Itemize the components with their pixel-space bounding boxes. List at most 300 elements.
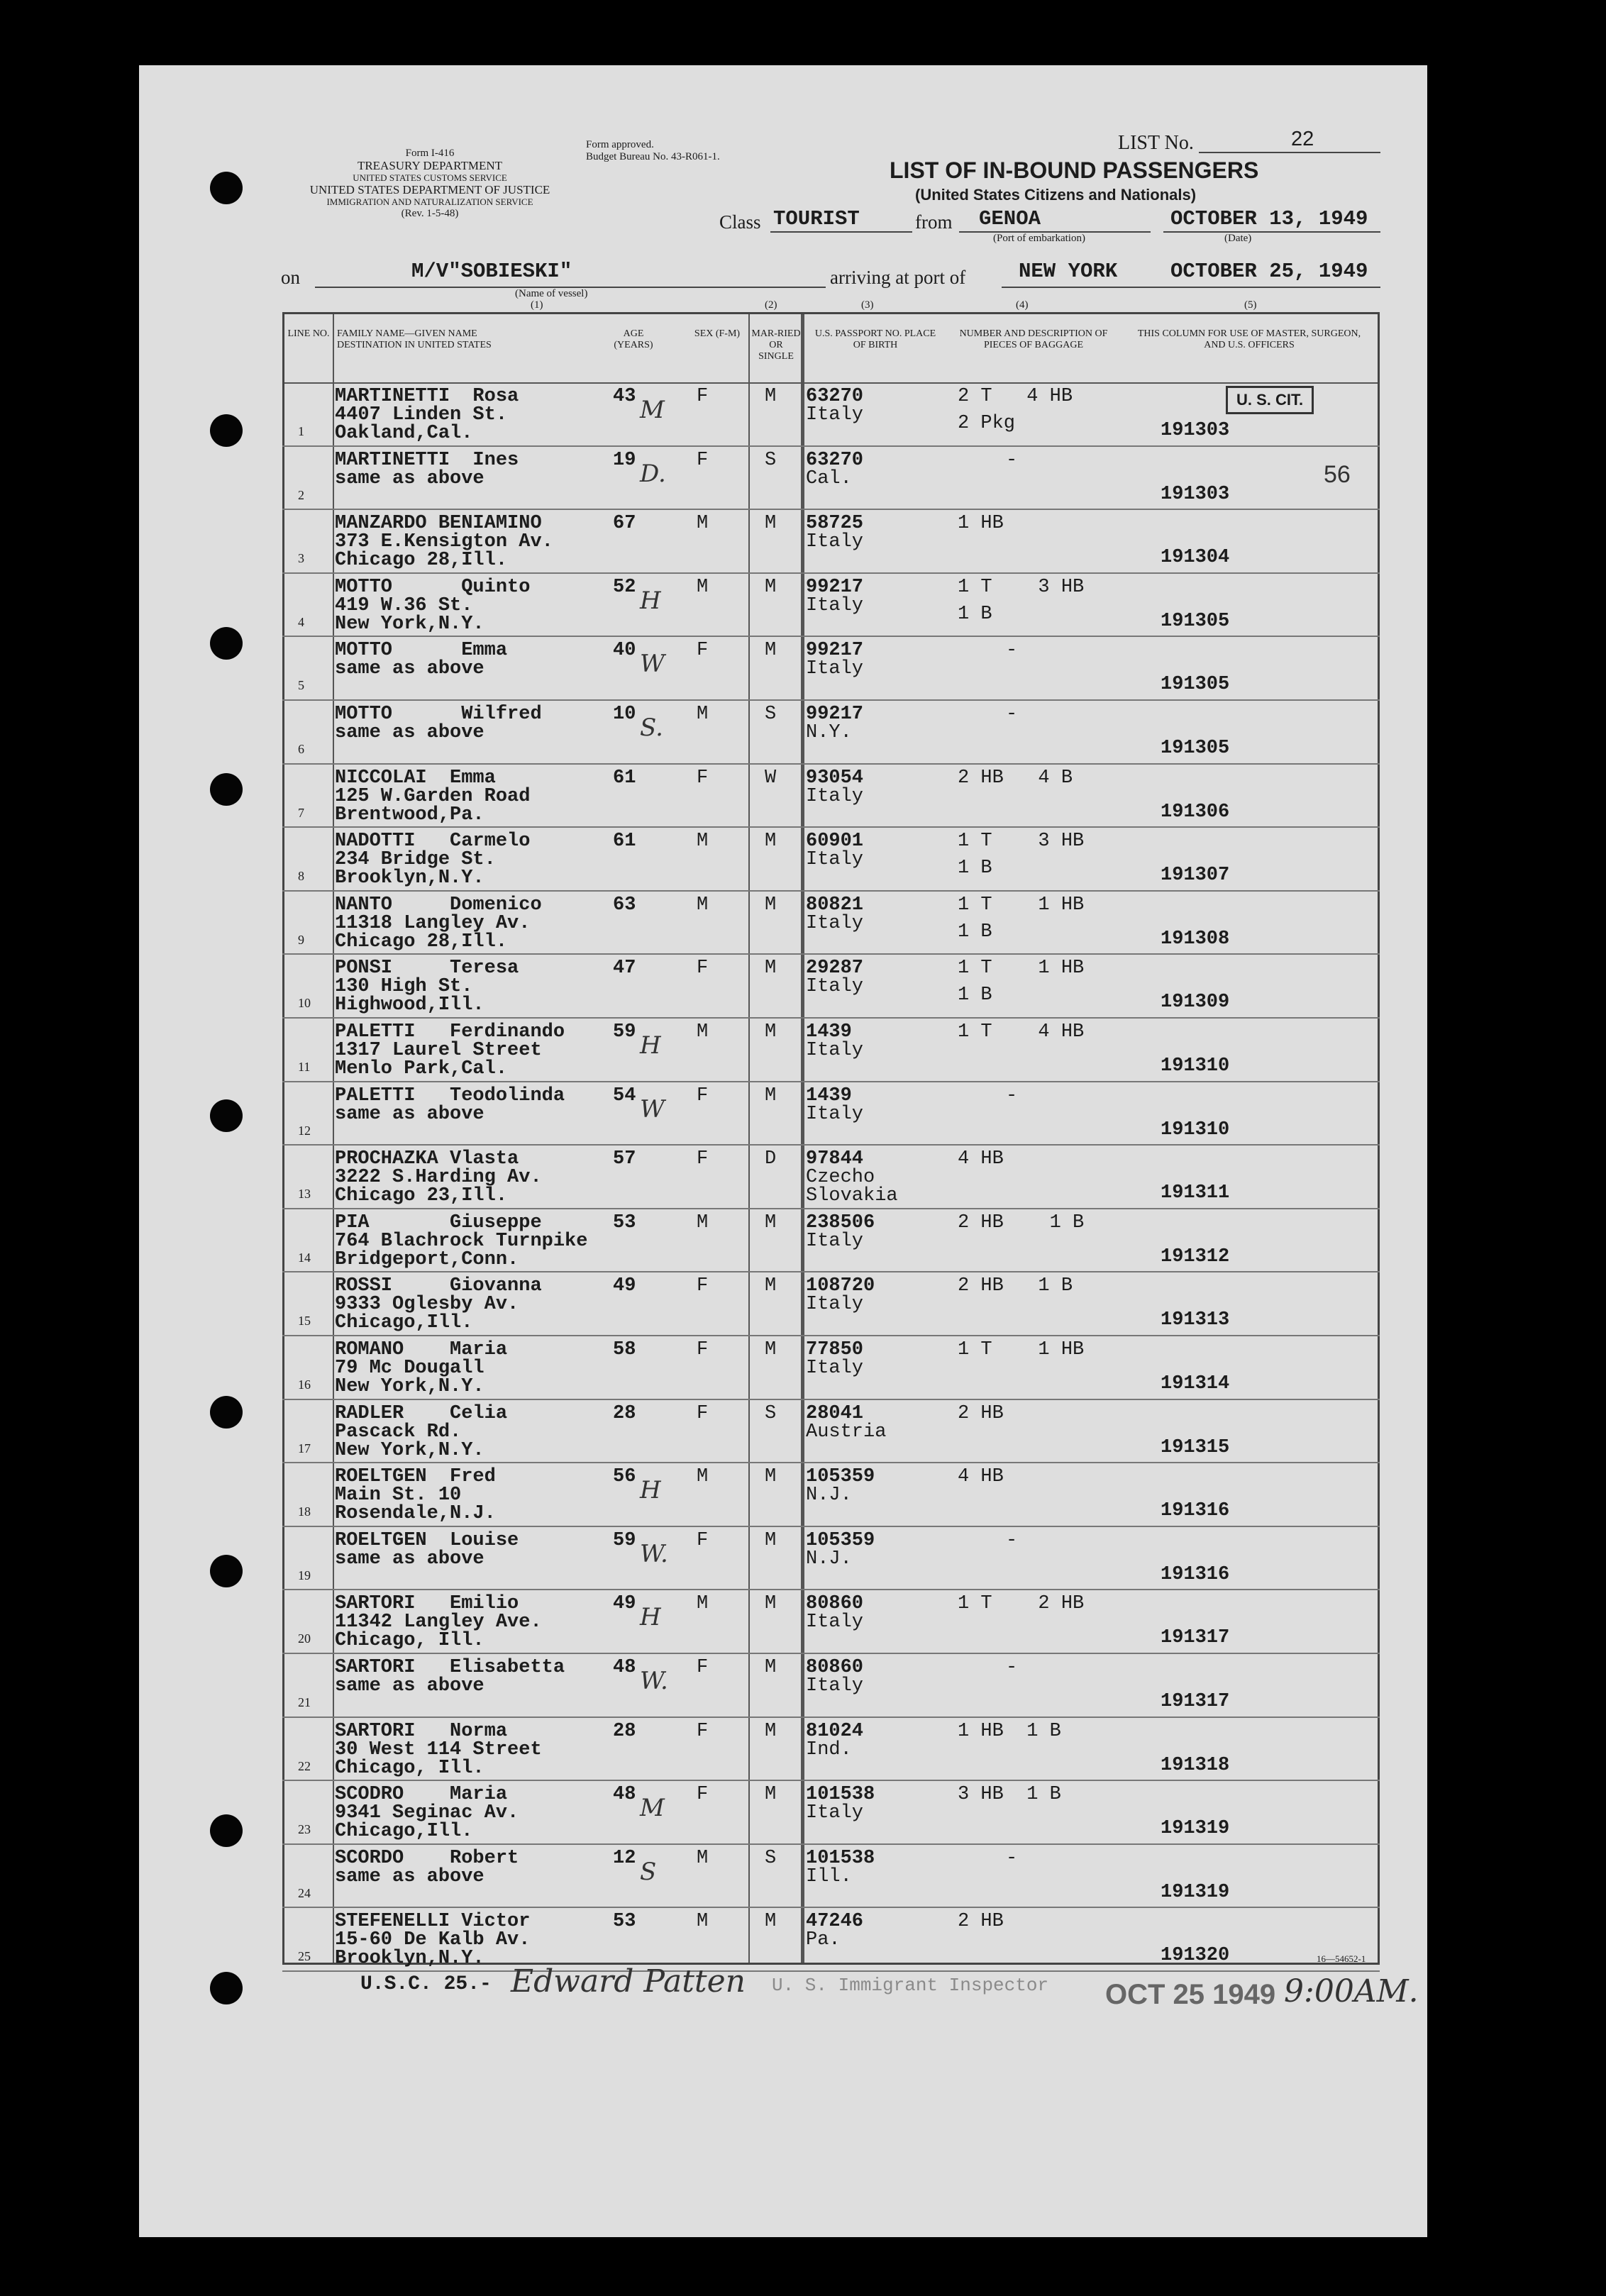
table-row bbox=[282, 1590, 1380, 1654]
table-row bbox=[282, 447, 1380, 511]
arrival-port-underline bbox=[1002, 287, 1380, 288]
marital-status: M bbox=[765, 1784, 777, 1806]
age-value: 47 bbox=[613, 958, 636, 980]
destination-line-1: 125 W.Garden Road bbox=[335, 785, 531, 807]
line-number: 24 bbox=[298, 1885, 311, 1900]
caption-2: (2) bbox=[765, 299, 777, 311]
place-of-birth: Italy bbox=[806, 1358, 864, 1379]
sex-value: M bbox=[697, 704, 709, 725]
passenger-name: MARTINETTI Rosa bbox=[335, 386, 519, 407]
destination-line-1: same as above bbox=[335, 467, 484, 489]
place-of-birth: Italy bbox=[806, 1103, 864, 1125]
baggage-line-1: 1 T 4 HB bbox=[958, 1021, 1085, 1043]
approval-line: Form approved. bbox=[586, 139, 654, 150]
destination-line-1: 130 High St. bbox=[335, 976, 473, 998]
age-value: 52 bbox=[613, 576, 636, 598]
marital-status: M bbox=[765, 1720, 777, 1742]
place-of-birth: Cal. bbox=[806, 467, 852, 489]
line-number: 15 bbox=[298, 1314, 311, 1329]
age-value: 61 bbox=[613, 767, 636, 789]
table-row bbox=[282, 892, 1380, 955]
handwritten-mark: W bbox=[640, 1094, 665, 1124]
baggage-line-1: - bbox=[1006, 704, 1018, 725]
baggage-line-1: 1 T 3 HB bbox=[958, 576, 1085, 598]
passenger-name: PALETTI Ferdinando bbox=[335, 1021, 565, 1043]
line-number: 18 bbox=[298, 1504, 311, 1519]
officer-code: 191316 bbox=[1161, 1500, 1230, 1522]
passport-number: 101538 bbox=[806, 1784, 875, 1806]
passport-number: 29287 bbox=[806, 958, 864, 980]
passenger-name: MARTINETTI Ines bbox=[335, 449, 519, 471]
budget-bureau: Budget Bureau No. 43-R061-1. bbox=[586, 151, 720, 162]
binder-hole bbox=[210, 172, 243, 204]
destination-line-2: Chicago 23,Ill. bbox=[335, 1185, 508, 1207]
binder-hole bbox=[210, 1972, 243, 2004]
place-of-birth: Austria bbox=[806, 1421, 887, 1443]
destination-line-1: 3222 S.Harding Av. bbox=[335, 1167, 542, 1189]
destination-line-1: 4407 Linden St. bbox=[335, 404, 508, 426]
time-stamp: 9:00AM. bbox=[1284, 1973, 1419, 2009]
destination-line-1: 764 Blachrock Turnpike bbox=[335, 1230, 588, 1252]
destination-line-2: Menlo Park,Cal. bbox=[335, 1058, 508, 1080]
table-row bbox=[282, 1718, 1380, 1782]
dept-customs: UNITED STATES CUSTOMS SERVICE bbox=[353, 172, 507, 183]
destination-line-1: 15-60 De Kalb Av. bbox=[335, 1929, 531, 1951]
table-row bbox=[282, 765, 1380, 828]
destination-line-1: same as above bbox=[335, 1548, 484, 1570]
place-of-birth: Italy bbox=[806, 1230, 864, 1252]
passenger-name: NICCOLAI Emma bbox=[335, 767, 496, 789]
baggage-line-1: 1 T 3 HB bbox=[958, 831, 1085, 853]
destination-line-1: same as above bbox=[335, 658, 484, 680]
print-code: 16—54652-1 bbox=[1317, 1953, 1366, 1964]
marital-status: M bbox=[765, 894, 777, 916]
marital-status: S bbox=[765, 1402, 777, 1424]
place-of-birth-cont: Slovakia bbox=[806, 1185, 898, 1207]
sex-value: M bbox=[697, 576, 709, 598]
inspector-title: U. S. Immigrant Inspector bbox=[772, 1975, 1049, 1996]
line-number: 10 bbox=[298, 996, 311, 1011]
age-value: 54 bbox=[613, 1085, 636, 1107]
dept-treasury: TREASURY DEPARTMENT bbox=[357, 159, 503, 172]
handwritten-mark: H bbox=[640, 586, 661, 615]
baggage-line-1: 2 T 4 HB bbox=[958, 386, 1073, 407]
marital-status: S bbox=[765, 1847, 777, 1869]
marital-status: M bbox=[765, 1593, 777, 1615]
destination-line-1: 11342 Langley Ave. bbox=[335, 1612, 542, 1634]
table-row bbox=[282, 1146, 1380, 1209]
marital-status: D bbox=[765, 1148, 777, 1170]
passenger-name: NADOTTI Carmelo bbox=[335, 831, 531, 853]
age-value: 49 bbox=[613, 1593, 636, 1615]
baggage-line-1: 2 HB 1 B bbox=[958, 1275, 1073, 1297]
baggage-line-2: 1 B bbox=[958, 921, 992, 943]
line-number: 5 bbox=[298, 678, 304, 693]
passport-number: 80860 bbox=[806, 1593, 864, 1615]
line-number: 21 bbox=[298, 1695, 311, 1709]
place-of-birth: Italy bbox=[806, 594, 864, 616]
passenger-name: STEFENELLI Victor bbox=[335, 1911, 531, 1933]
marital-status: M bbox=[765, 1021, 777, 1043]
place-of-birth: N.J. bbox=[806, 1548, 852, 1570]
passport-number: 99217 bbox=[806, 704, 864, 725]
officer-code: 191304 bbox=[1161, 547, 1230, 569]
marital-status: M bbox=[765, 1211, 777, 1233]
marital-status: M bbox=[765, 1911, 777, 1933]
destination-line-2: Bridgeport,Conn. bbox=[335, 1248, 519, 1270]
passenger-name: PALETTI Teodolinda bbox=[335, 1085, 565, 1107]
destination-line-2: Oakland,Cal. bbox=[335, 423, 473, 444]
age-value: 28 bbox=[613, 1720, 636, 1742]
age-value: 40 bbox=[613, 640, 636, 662]
table-row bbox=[282, 574, 1380, 638]
destination-line-1: 11318 Langley Av. bbox=[335, 912, 531, 934]
baggage-line-2: 1 B bbox=[958, 985, 992, 1006]
line-number: 11 bbox=[298, 1060, 311, 1074]
sex-value: M bbox=[697, 1847, 709, 1869]
sex-value: F bbox=[697, 1275, 709, 1297]
sex-value: F bbox=[697, 1720, 709, 1742]
place-of-birth: Ind. bbox=[806, 1738, 852, 1760]
handwritten-mark: S bbox=[640, 1857, 657, 1886]
destination-line-1: same as above bbox=[335, 1865, 484, 1887]
binder-hole bbox=[210, 1814, 243, 1847]
place-of-birth: Italy bbox=[806, 1802, 864, 1824]
binder-hole bbox=[210, 1555, 243, 1587]
header-baggage: NUMBER AND DESCRIPTION OF PIECES OF BAGGAGE bbox=[959, 328, 1108, 350]
date-caption: (Date) bbox=[1224, 233, 1252, 244]
place-of-birth: N.J. bbox=[806, 1485, 852, 1507]
form-id-block bbox=[274, 148, 586, 220]
passport-number: 63270 bbox=[806, 449, 864, 471]
baggage-line-1: 4 HB bbox=[958, 1466, 1004, 1488]
baggage-line-1: - bbox=[1006, 1847, 1018, 1869]
officer-code: 191319 bbox=[1161, 1881, 1230, 1903]
place-of-birth: N.Y. bbox=[806, 722, 852, 743]
officer-code: 191318 bbox=[1161, 1754, 1230, 1776]
date-stamp: OCT 25 1949 bbox=[1105, 1979, 1276, 2010]
table-row bbox=[282, 1336, 1380, 1400]
usc-25-label: U.S.C. 25.- bbox=[360, 1973, 492, 1995]
handwritten-mark: H bbox=[640, 1603, 661, 1632]
destination-line-1: same as above bbox=[335, 1675, 484, 1697]
table-row bbox=[282, 1908, 1380, 1972]
officer-code: 191303 bbox=[1161, 420, 1230, 441]
sex-value: F bbox=[697, 1148, 709, 1170]
sex-value: F bbox=[697, 1339, 709, 1360]
marital-status: S bbox=[765, 704, 777, 725]
passenger-name: ROSSI Giovanna bbox=[335, 1275, 542, 1297]
officer-code: 191305 bbox=[1161, 674, 1230, 696]
age-value: 19 bbox=[613, 449, 636, 471]
passport-number: 47246 bbox=[806, 1911, 864, 1933]
baggage-line-1: 1 HB 1 B bbox=[958, 1720, 1061, 1742]
age-value: 12 bbox=[613, 1847, 636, 1869]
age-value: 48 bbox=[613, 1784, 636, 1806]
line-number: 12 bbox=[298, 1123, 311, 1138]
destination-line-2: Chicago, Ill. bbox=[335, 1630, 484, 1652]
sex-value: F bbox=[697, 1784, 709, 1806]
header-age: AGE (YEARS) bbox=[614, 328, 653, 350]
age-value: 61 bbox=[613, 831, 636, 853]
age-value: 59 bbox=[613, 1021, 636, 1043]
officer-code: 191306 bbox=[1161, 801, 1230, 823]
row-separator bbox=[282, 1970, 1380, 1972]
line-number: 13 bbox=[298, 1187, 311, 1202]
line-number: 9 bbox=[298, 932, 304, 947]
passport-number: 1439 bbox=[806, 1085, 852, 1107]
sex-value: M bbox=[697, 894, 709, 916]
baggage-line-1: 1 HB bbox=[958, 513, 1004, 535]
destination-line-2: Chicago 28,Ill. bbox=[335, 550, 508, 572]
destination-line-1: 234 Bridge St. bbox=[335, 849, 496, 871]
header-line-no: LINE NO. bbox=[287, 328, 330, 339]
age-value: 56 bbox=[613, 1466, 636, 1488]
dept-justice: UNITED STATES DEPARTMENT OF JUSTICE bbox=[309, 183, 550, 196]
binder-hole bbox=[210, 414, 243, 447]
place-of-birth: Italy bbox=[806, 658, 864, 680]
passenger-name: SCORDO Robert bbox=[335, 1847, 519, 1869]
baggage-line-2: 1 B bbox=[958, 858, 992, 880]
officer-code: 191305 bbox=[1161, 610, 1230, 632]
age-value: 49 bbox=[613, 1275, 636, 1297]
destination-line-1: 9333 Oglesby Av. bbox=[335, 1294, 519, 1316]
place-of-birth: Italy bbox=[806, 1675, 864, 1697]
age-value: 28 bbox=[613, 1402, 636, 1424]
baggage-line-1: 2 HB bbox=[958, 1402, 1004, 1424]
table-row bbox=[282, 1082, 1380, 1146]
age-value: 58 bbox=[613, 1339, 636, 1360]
table-row bbox=[282, 1654, 1380, 1718]
form-number: Form I-416 bbox=[405, 148, 455, 159]
place-of-birth: Italy bbox=[806, 404, 864, 426]
baggage-line-1: - bbox=[1006, 1657, 1018, 1678]
officer-code: 191314 bbox=[1161, 1373, 1230, 1394]
embark-date-underline bbox=[1163, 231, 1380, 233]
sex-value: F bbox=[697, 449, 709, 471]
binder-hole bbox=[210, 627, 243, 660]
embark-date: OCTOBER 13, 1949 bbox=[1170, 207, 1368, 231]
arrival-port: NEW YORK bbox=[1019, 260, 1118, 283]
line-number: 19 bbox=[298, 1568, 311, 1582]
table-row bbox=[282, 701, 1380, 765]
age-value: 48 bbox=[613, 1657, 636, 1678]
marital-status: M bbox=[765, 1085, 777, 1107]
sex-value: F bbox=[697, 640, 709, 662]
age-value: 43 bbox=[613, 386, 636, 407]
age-value: 57 bbox=[613, 1148, 636, 1170]
place-of-birth: Italy bbox=[806, 1294, 864, 1316]
baggage-line-1: - bbox=[1006, 1529, 1018, 1551]
inspector-signature: Edward Patten bbox=[511, 1963, 746, 2000]
destination-line-1: 419 W.36 St. bbox=[335, 594, 473, 616]
passport-number: 101538 bbox=[806, 1847, 875, 1869]
binder-hole bbox=[210, 1099, 243, 1132]
sex-value: F bbox=[697, 1085, 709, 1107]
officer-code: 191305 bbox=[1161, 738, 1230, 759]
caption-1: (1) bbox=[531, 299, 543, 311]
marital-status: M bbox=[765, 1529, 777, 1551]
officer-code: 191307 bbox=[1161, 865, 1230, 887]
officer-code: 191309 bbox=[1161, 992, 1230, 1014]
destination-line-1: same as above bbox=[335, 722, 484, 743]
line-number: 3 bbox=[298, 551, 304, 566]
passport-number: 1439 bbox=[806, 1021, 852, 1043]
caption-4: (4) bbox=[1016, 299, 1029, 311]
officer-code: 191315 bbox=[1161, 1436, 1230, 1458]
line-number: 17 bbox=[298, 1441, 311, 1455]
table-row bbox=[282, 1400, 1380, 1464]
baggage-line-1: - bbox=[1006, 640, 1018, 662]
destination-line-2: Brentwood,Pa. bbox=[335, 804, 484, 826]
officer-code: 191317 bbox=[1161, 1627, 1230, 1649]
table-row bbox=[282, 383, 1380, 447]
arrival-date: OCTOBER 25, 1949 bbox=[1170, 260, 1368, 283]
marital-status: M bbox=[765, 958, 777, 980]
table-row bbox=[282, 1781, 1380, 1845]
handwritten-mark: W. bbox=[640, 1667, 668, 1695]
destination-line-2: New York,N.Y. bbox=[335, 613, 484, 635]
place-of-birth: Italy bbox=[806, 785, 864, 807]
sex-value: F bbox=[697, 958, 709, 980]
passport-number: 58725 bbox=[806, 513, 864, 535]
binder-hole bbox=[210, 1396, 243, 1429]
marital-status: M bbox=[765, 386, 777, 407]
header-officers: THIS COLUMN FOR USE OF MASTER, SURGEON, AND U.S. OFFICERS bbox=[1137, 328, 1361, 350]
passenger-name: ROELTGEN Fred bbox=[335, 1466, 496, 1488]
marital-status: M bbox=[765, 1275, 777, 1297]
passenger-name: PIA Giuseppe bbox=[335, 1211, 542, 1233]
handwritten-mark: M bbox=[640, 396, 665, 424]
page-title: LIST OF IN-BOUND PASSENGERS bbox=[890, 157, 1259, 183]
marital-status: M bbox=[765, 640, 777, 662]
baggage-line-2: 1 B bbox=[958, 603, 992, 625]
handwritten-56: 56 bbox=[1324, 461, 1351, 488]
table-row bbox=[282, 1845, 1380, 1909]
sex-value: M bbox=[697, 513, 709, 535]
class-underline bbox=[770, 231, 912, 233]
destination-line-1: Pascack Rd. bbox=[335, 1421, 462, 1443]
officer-code: 191310 bbox=[1161, 1055, 1230, 1077]
officer-code: 191319 bbox=[1161, 1818, 1230, 1840]
passport-number: 99217 bbox=[806, 640, 864, 662]
baggage-line-1: 3 HB 1 B bbox=[958, 1784, 1061, 1806]
approval-block bbox=[586, 139, 720, 163]
caption-3: (3) bbox=[861, 299, 874, 311]
officer-code: 191310 bbox=[1161, 1119, 1230, 1141]
arriving-label: arriving at port of bbox=[830, 267, 966, 288]
age-value: 63 bbox=[613, 894, 636, 916]
passenger-name: SCODRO Maria bbox=[335, 1784, 508, 1806]
line-number: 14 bbox=[298, 1250, 311, 1265]
vessel-caption: (Name of vessel) bbox=[515, 288, 588, 299]
passport-number: 99217 bbox=[806, 576, 864, 598]
officer-code: 191313 bbox=[1161, 1309, 1230, 1331]
line-number: 8 bbox=[298, 869, 304, 884]
sex-value: M bbox=[697, 1593, 709, 1615]
passenger-name: SARTORI Elisabetta bbox=[335, 1657, 565, 1678]
marital-status: M bbox=[765, 1339, 777, 1360]
officer-code: 191316 bbox=[1161, 1563, 1230, 1585]
destination-line-1: 1317 Laurel Street bbox=[335, 1040, 542, 1061]
marital-status: M bbox=[765, 576, 777, 598]
destination-line-1: 79 Mc Dougall bbox=[335, 1358, 484, 1379]
place-of-birth: Italy bbox=[806, 1040, 864, 1061]
destination-line-2: Chicago 28,Ill. bbox=[335, 931, 508, 953]
line-number: 2 bbox=[298, 487, 304, 502]
marital-status: M bbox=[765, 1657, 777, 1678]
age-value: 10 bbox=[613, 704, 636, 725]
on-label: on bbox=[281, 267, 300, 288]
list-no-label: LIST No. bbox=[1118, 132, 1194, 154]
passenger-name: ROMANO Maria bbox=[335, 1339, 508, 1360]
baggage-line-1: - bbox=[1006, 449, 1018, 471]
line-number: 25 bbox=[298, 1949, 311, 1964]
line-number: 22 bbox=[298, 1758, 311, 1773]
line-number: 6 bbox=[298, 742, 304, 756]
passport-number: 97844 bbox=[806, 1148, 864, 1170]
place-of-birth: Pa. bbox=[806, 1929, 841, 1951]
destination-line-2: New York,N.Y. bbox=[335, 1439, 484, 1461]
place-of-birth: Italy bbox=[806, 912, 864, 934]
table-row bbox=[282, 1527, 1380, 1591]
handwritten-mark: D. bbox=[640, 459, 666, 488]
handwritten-mark: W bbox=[640, 650, 665, 679]
caption-5: (5) bbox=[1244, 299, 1257, 311]
marital-status: W bbox=[765, 767, 777, 789]
handwritten-mark: H bbox=[640, 1476, 661, 1505]
sex-value: M bbox=[697, 831, 709, 853]
table-row bbox=[282, 1272, 1380, 1336]
line-number: 16 bbox=[298, 1377, 311, 1392]
place-of-birth: Italy bbox=[806, 849, 864, 871]
baggage-line-1: 2 HB bbox=[958, 1911, 1004, 1933]
passenger-name: MOTTO Wilfred bbox=[335, 704, 542, 725]
baggage-line-1: 1 T 1 HB bbox=[958, 958, 1085, 980]
baggage-line-1: 2 HB 4 B bbox=[958, 767, 1073, 789]
officer-code: 191317 bbox=[1161, 1691, 1230, 1712]
passport-number: 80860 bbox=[806, 1657, 864, 1678]
destination-line-2: Chicago, Ill. bbox=[335, 1757, 484, 1779]
passenger-name: PROCHAZKA Vlasta bbox=[335, 1148, 519, 1170]
passport-number: 108720 bbox=[806, 1275, 875, 1297]
line-number: 20 bbox=[298, 1631, 311, 1646]
sex-value: M bbox=[697, 1911, 709, 1933]
passport-number: 80821 bbox=[806, 894, 864, 916]
marital-status: M bbox=[765, 831, 777, 853]
handwritten-mark: H bbox=[640, 1031, 661, 1060]
sex-value: F bbox=[697, 767, 709, 789]
binder-hole bbox=[210, 773, 243, 806]
baggage-line-1: 2 HB 1 B bbox=[958, 1211, 1085, 1233]
header-passport: U.S. PASSPORT NO. PLACE OF BIRTH bbox=[814, 328, 936, 350]
passenger-name: PONSI Teresa bbox=[335, 958, 519, 980]
passport-number: 60901 bbox=[806, 831, 864, 853]
passenger-name: NANTO Domenico bbox=[335, 894, 542, 916]
destination-line-1: 30 West 114 Street bbox=[335, 1738, 542, 1760]
passenger-name: SARTORI Emilio bbox=[335, 1593, 519, 1615]
age-value: 59 bbox=[613, 1529, 636, 1551]
marital-status: M bbox=[765, 513, 777, 535]
header-married: MAR-RIED OR SINGLE bbox=[751, 328, 801, 362]
list-no-value: 22 bbox=[1291, 128, 1314, 150]
destination-line-1: same as above bbox=[335, 1103, 484, 1125]
officer-code: 191312 bbox=[1161, 1246, 1230, 1268]
passport-number: 28041 bbox=[806, 1402, 864, 1424]
passenger-name: SARTORI Norma bbox=[335, 1720, 508, 1742]
class-value: TOURIST bbox=[773, 207, 860, 231]
us-citizen-stamp: U. S. CIT. bbox=[1226, 386, 1314, 414]
